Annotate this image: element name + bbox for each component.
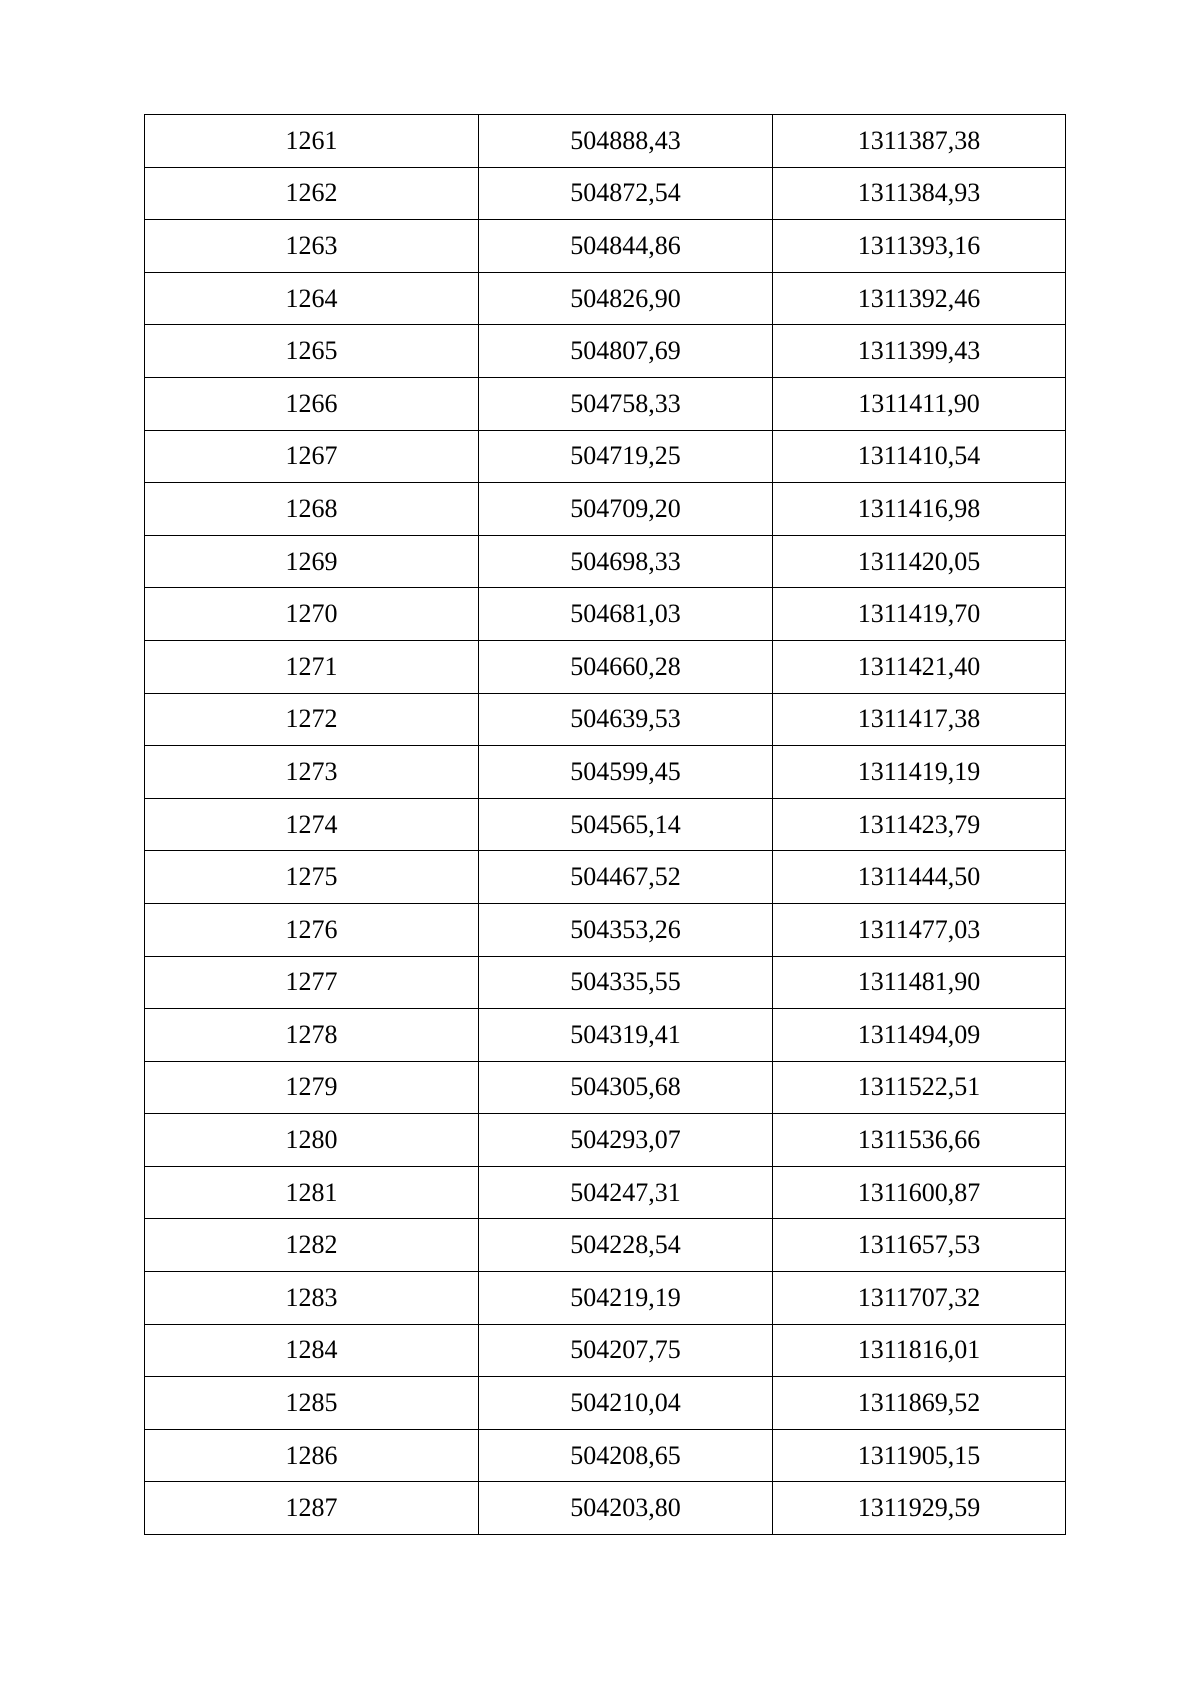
x-coordinate-cell: 504844,86 <box>479 220 773 273</box>
point-number-cell: 1280 <box>145 1114 479 1167</box>
y-coordinate-cell: 1311417,38 <box>773 693 1066 746</box>
y-coordinate-cell: 1311905,15 <box>773 1429 1066 1482</box>
y-coordinate-cell: 1311411,90 <box>773 377 1066 430</box>
x-coordinate-cell: 504210,04 <box>479 1377 773 1430</box>
table-row <box>145 1429 1066 1482</box>
y-coordinate-cell: 1311600,87 <box>773 1166 1066 1219</box>
table-row <box>145 483 1066 536</box>
x-coordinate-cell: 504807,69 <box>479 325 773 378</box>
point-number-cell: 1271 <box>145 640 479 693</box>
point-number-cell: 1270 <box>145 588 479 641</box>
coordinates-table <box>144 114 1066 1535</box>
x-coordinate-cell: 504208,65 <box>479 1429 773 1482</box>
table-row <box>145 1324 1066 1377</box>
point-number-cell: 1276 <box>145 903 479 956</box>
table-row <box>145 956 1066 1009</box>
table-row <box>145 1009 1066 1062</box>
point-number-cell: 1267 <box>145 430 479 483</box>
x-coordinate-cell: 504207,75 <box>479 1324 773 1377</box>
point-number-cell: 1273 <box>145 746 479 799</box>
y-coordinate-cell: 1311420,05 <box>773 535 1066 588</box>
x-coordinate-cell: 504335,55 <box>479 956 773 1009</box>
table-row <box>145 588 1066 641</box>
point-number-cell: 1269 <box>145 535 479 588</box>
point-number-cell: 1287 <box>145 1482 479 1535</box>
y-coordinate-cell: 1311421,40 <box>773 640 1066 693</box>
x-coordinate-cell: 504599,45 <box>479 746 773 799</box>
point-number-cell: 1284 <box>145 1324 479 1377</box>
y-coordinate-cell: 1311399,43 <box>773 325 1066 378</box>
x-coordinate-cell: 504353,26 <box>479 903 773 956</box>
table-row <box>145 1219 1066 1272</box>
y-coordinate-cell: 1311423,79 <box>773 798 1066 851</box>
table-row <box>145 903 1066 956</box>
table-row <box>145 272 1066 325</box>
point-number-cell: 1278 <box>145 1009 479 1062</box>
table-row <box>145 1272 1066 1325</box>
x-coordinate-cell: 504319,41 <box>479 1009 773 1062</box>
y-coordinate-cell: 1311416,98 <box>773 483 1066 536</box>
x-coordinate-cell: 504709,20 <box>479 483 773 536</box>
point-number-cell: 1281 <box>145 1166 479 1219</box>
table-row <box>145 325 1066 378</box>
table-row <box>145 1482 1066 1535</box>
y-coordinate-cell: 1311392,46 <box>773 272 1066 325</box>
x-coordinate-cell: 504660,28 <box>479 640 773 693</box>
x-coordinate-cell: 504719,25 <box>479 430 773 483</box>
y-coordinate-cell: 1311444,50 <box>773 851 1066 904</box>
table-row <box>145 1114 1066 1167</box>
table-row <box>145 1061 1066 1114</box>
coordinates-table-body <box>145 115 1066 1535</box>
y-coordinate-cell: 1311410,54 <box>773 430 1066 483</box>
point-number-cell: 1263 <box>145 220 479 273</box>
table-row <box>145 746 1066 799</box>
table-row <box>145 377 1066 430</box>
y-coordinate-cell: 1311869,52 <box>773 1377 1066 1430</box>
table-row <box>145 640 1066 693</box>
x-coordinate-cell: 504467,52 <box>479 851 773 904</box>
y-coordinate-cell: 1311384,93 <box>773 167 1066 220</box>
x-coordinate-cell: 504698,33 <box>479 535 773 588</box>
point-number-cell: 1285 <box>145 1377 479 1430</box>
point-number-cell: 1272 <box>145 693 479 746</box>
y-coordinate-cell: 1311657,53 <box>773 1219 1066 1272</box>
point-number-cell: 1274 <box>145 798 479 851</box>
x-coordinate-cell: 504305,68 <box>479 1061 773 1114</box>
point-number-cell: 1283 <box>145 1272 479 1325</box>
point-number-cell: 1264 <box>145 272 479 325</box>
x-coordinate-cell: 504758,33 <box>479 377 773 430</box>
point-number-cell: 1279 <box>145 1061 479 1114</box>
point-number-cell: 1268 <box>145 483 479 536</box>
point-number-cell: 1275 <box>145 851 479 904</box>
table-row <box>145 693 1066 746</box>
x-coordinate-cell: 504228,54 <box>479 1219 773 1272</box>
x-coordinate-cell: 504872,54 <box>479 167 773 220</box>
x-coordinate-cell: 504203,80 <box>479 1482 773 1535</box>
table-row <box>145 1166 1066 1219</box>
y-coordinate-cell: 1311387,38 <box>773 115 1066 168</box>
table-row <box>145 220 1066 273</box>
point-number-cell: 1262 <box>145 167 479 220</box>
point-number-cell: 1277 <box>145 956 479 1009</box>
table-row <box>145 1377 1066 1430</box>
y-coordinate-cell: 1311419,70 <box>773 588 1066 641</box>
y-coordinate-cell: 1311522,51 <box>773 1061 1066 1114</box>
y-coordinate-cell: 1311707,32 <box>773 1272 1066 1325</box>
y-coordinate-cell: 1311393,16 <box>773 220 1066 273</box>
point-number-cell: 1266 <box>145 377 479 430</box>
table-row <box>145 115 1066 168</box>
y-coordinate-cell: 1311816,01 <box>773 1324 1066 1377</box>
x-coordinate-cell: 504565,14 <box>479 798 773 851</box>
y-coordinate-cell: 1311536,66 <box>773 1114 1066 1167</box>
x-coordinate-cell: 504219,19 <box>479 1272 773 1325</box>
y-coordinate-cell: 1311419,19 <box>773 746 1066 799</box>
point-number-cell: 1261 <box>145 115 479 168</box>
y-coordinate-cell: 1311481,90 <box>773 956 1066 1009</box>
point-number-cell: 1286 <box>145 1429 479 1482</box>
table-row <box>145 430 1066 483</box>
y-coordinate-cell: 1311494,09 <box>773 1009 1066 1062</box>
y-coordinate-cell: 1311929,59 <box>773 1482 1066 1535</box>
x-coordinate-cell: 504826,90 <box>479 272 773 325</box>
table-row <box>145 851 1066 904</box>
x-coordinate-cell: 504888,43 <box>479 115 773 168</box>
x-coordinate-cell: 504293,07 <box>479 1114 773 1167</box>
table-row <box>145 167 1066 220</box>
x-coordinate-cell: 504247,31 <box>479 1166 773 1219</box>
point-number-cell: 1282 <box>145 1219 479 1272</box>
point-number-cell: 1265 <box>145 325 479 378</box>
y-coordinate-cell: 1311477,03 <box>773 903 1066 956</box>
table-row <box>145 798 1066 851</box>
table-row <box>145 535 1066 588</box>
x-coordinate-cell: 504681,03 <box>479 588 773 641</box>
x-coordinate-cell: 504639,53 <box>479 693 773 746</box>
